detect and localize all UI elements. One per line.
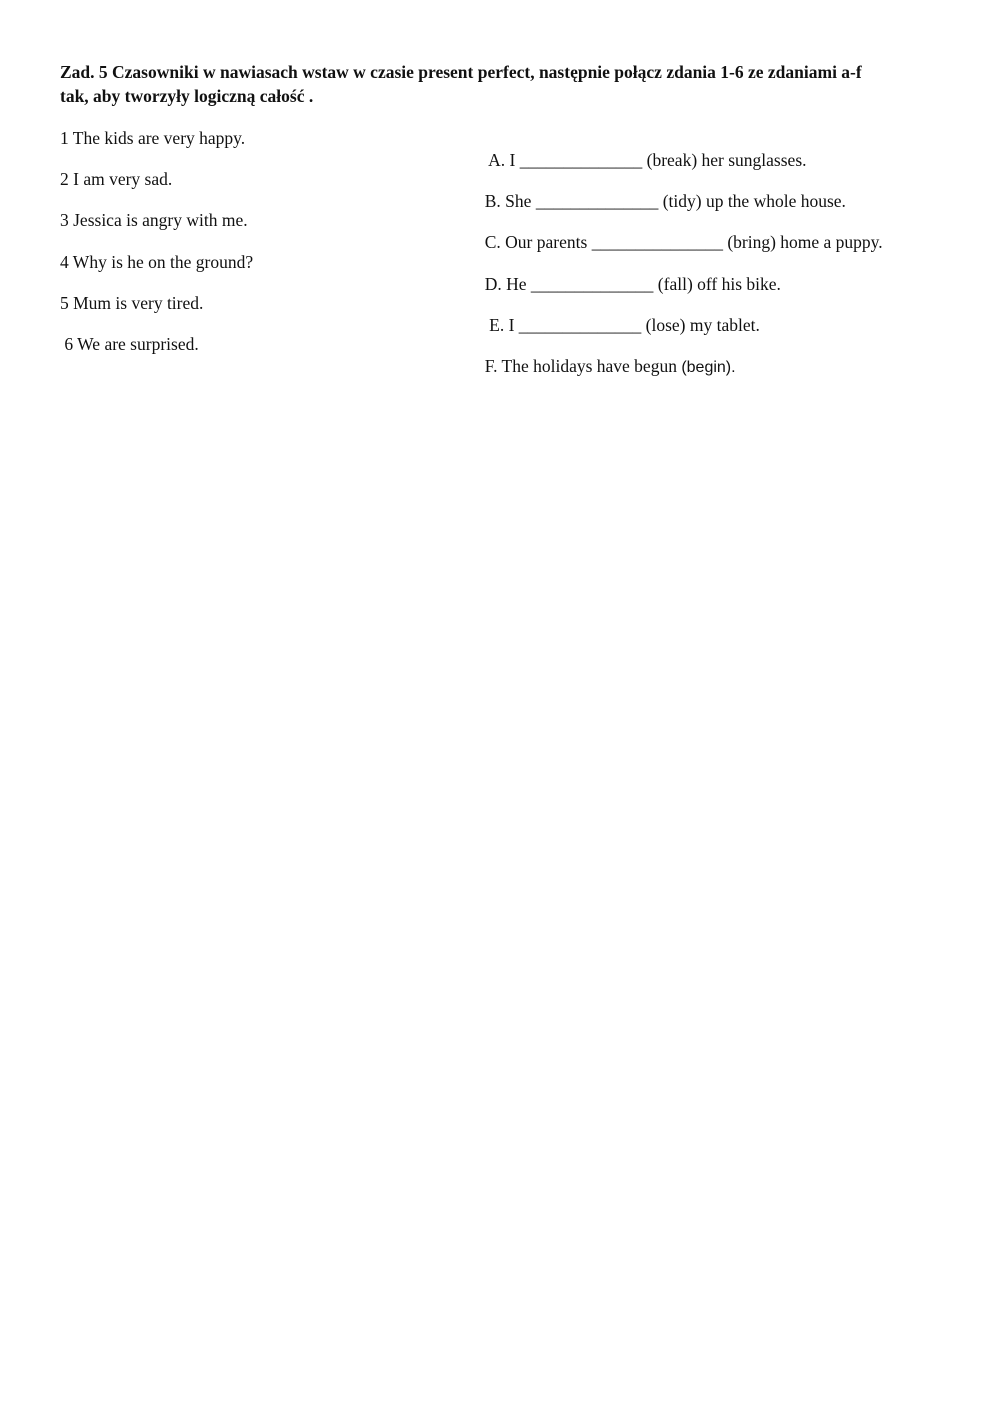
- sentence-6: 6 We are surprised.: [60, 334, 199, 354]
- sentence-b: [476, 168, 846, 212]
- answer-blank-d[interactable]: ______________: [530, 274, 654, 294]
- answer-blank-e[interactable]: ______________: [518, 315, 642, 335]
- sentence-5: 5 Mum is very tired.: [60, 293, 204, 313]
- sentence-3: 3 Jessica is angry with me.: [60, 210, 248, 230]
- sentence-a-prefix: A. I: [484, 150, 520, 170]
- task-title: [60, 60, 940, 108]
- sentence-2: 2 I am very sad.: [60, 169, 173, 189]
- answer-blank-b[interactable]: ______________: [535, 191, 659, 211]
- task-title-line-2: tak, aby tworzyły logiczną całość .: [60, 86, 314, 106]
- sentence-4: 4 Why is he on the ground?: [60, 252, 254, 272]
- answer-blank-c[interactable]: _______________: [591, 232, 723, 252]
- answer-blank-a[interactable]: ______________: [519, 150, 643, 170]
- sentence-1: 1 The kids are very happy.: [60, 128, 246, 148]
- sentence-e-suffix: (lose) my tablet.: [641, 315, 760, 335]
- sentence-d-prefix: D. He: [484, 274, 531, 294]
- sentence-f-verb-hint: (begin).: [681, 359, 736, 376]
- sentence-e: [476, 292, 760, 336]
- sentence-f: [476, 333, 736, 379]
- sentence-b-prefix: B. She: [484, 191, 536, 211]
- sentence-a-suffix: (break) her sunglasses.: [642, 150, 807, 170]
- sentence-a: [476, 127, 807, 171]
- sentence-c: [476, 209, 883, 253]
- sentence-f-prefix: F. The holidays have begun: [484, 356, 682, 376]
- task-title-line-1: Zad. 5 Czasowniki w nawiasach wstaw w czasie present perfect, następnie połącz zdania 1-6 ze zdaniami a-f: [60, 62, 862, 82]
- sentence-b-suffix: (tidy) up the whole house.: [658, 191, 846, 211]
- sentence-c-prefix: C. Our parents: [484, 232, 592, 252]
- sentence-e-prefix: E. I: [484, 315, 519, 335]
- sentence-d: [476, 251, 781, 295]
- sentence-c-suffix: (bring) home a puppy.: [722, 232, 883, 252]
- sentence-d-suffix: (fall) off his bike.: [653, 274, 781, 294]
